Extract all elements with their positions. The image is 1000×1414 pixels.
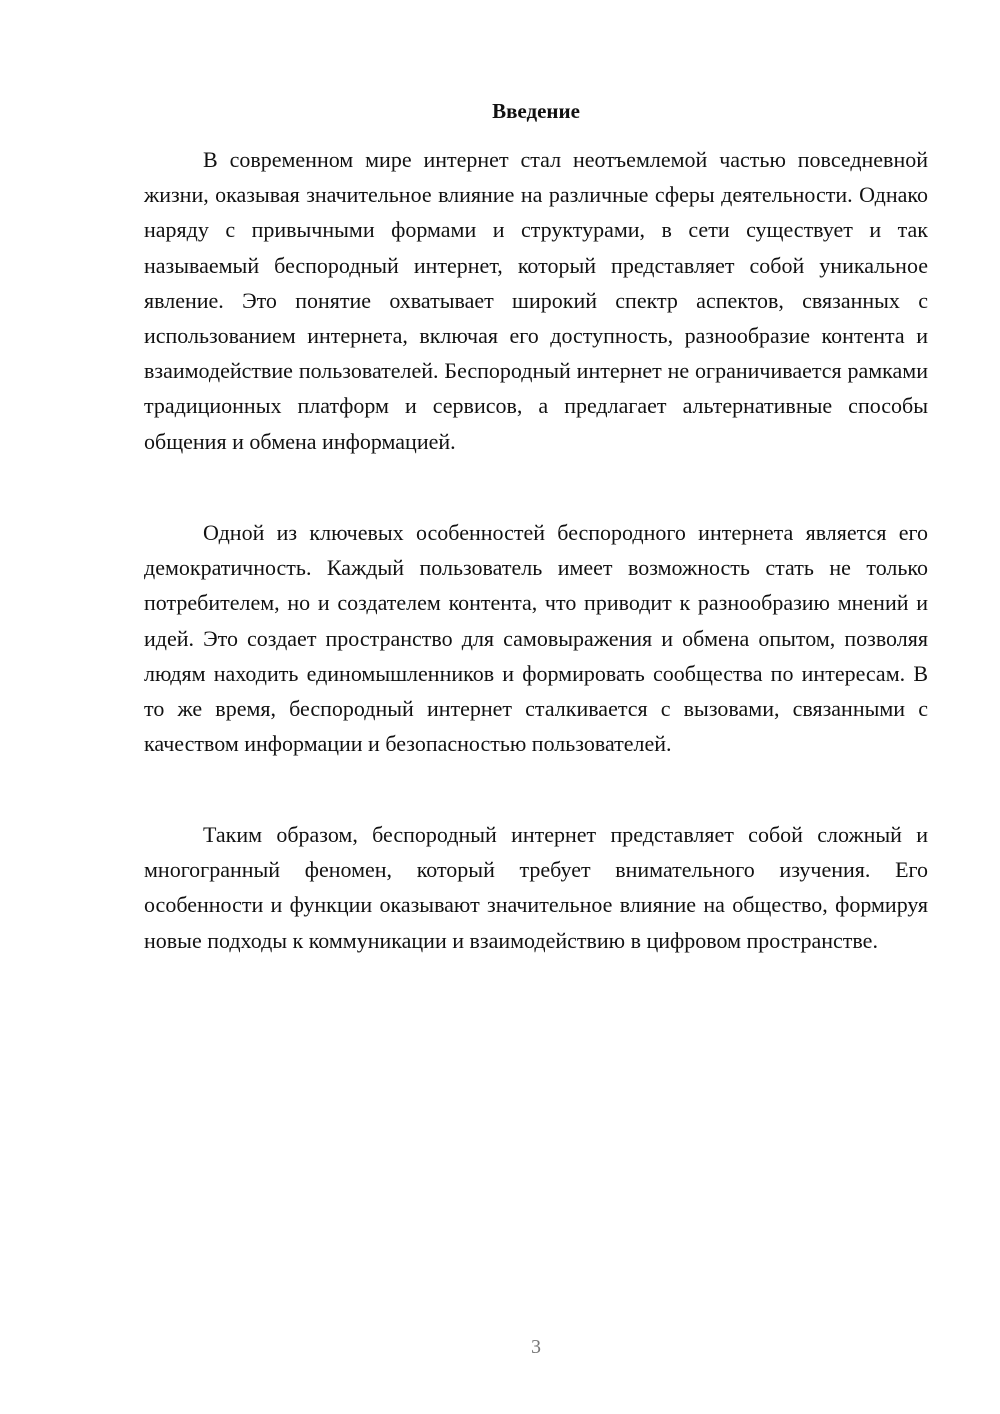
paragraph-1-block: [144, 142, 928, 459]
paragraph-2-block: [144, 515, 928, 761]
paragraph-2: Одной из ключевых особенностей беспородного интернета является его демократичность. Каждый пользователь имеет возможность стать не только потребителем, но и создателем контента, что приводит к разнообразию мнений и идей. Это создает пространство для самовыражения и обмена опытом, позволяя людям находить единомышленников и формировать сообщества по интересам. В то же время, беспородный интернет сталкивается с вызовами, связанными с качеством информации и безопасностью пользователей.: [144, 520, 928, 757]
page-number: 3: [531, 1336, 541, 1358]
paragraph-3-block: [144, 817, 928, 958]
paragraph-1: В современном мире интернет стал неотъемлемой частью повседневной жизни, оказывая значительное влияние на различные сферы деятельности. Однако наряду с привычными формами и структурами, в сети существует и так называемый беспородный интернет, который представляет собой уникальное явление. Это понятие охватывает широкий спектр аспектов, связанных с использованием интернета, включая его доступность, разнообразие контента и взаимодействие пользователей. Беспородный интернет не ограничивается рамками традиционных платформ и сервисов, а предлагает альтернативные способы общения и обмена информацией.: [144, 147, 928, 454]
paragraph-3: Таким образом, беспородный интернет представляет собой сложный и многогранный феномен, который требует внимательного изучения. Его особенности и функции оказывают значительное влияние на общество, формируя новые подходы к коммуникации и взаимодействию в цифровом пространстве.: [144, 822, 928, 953]
page-title: Введение: [492, 99, 580, 123]
